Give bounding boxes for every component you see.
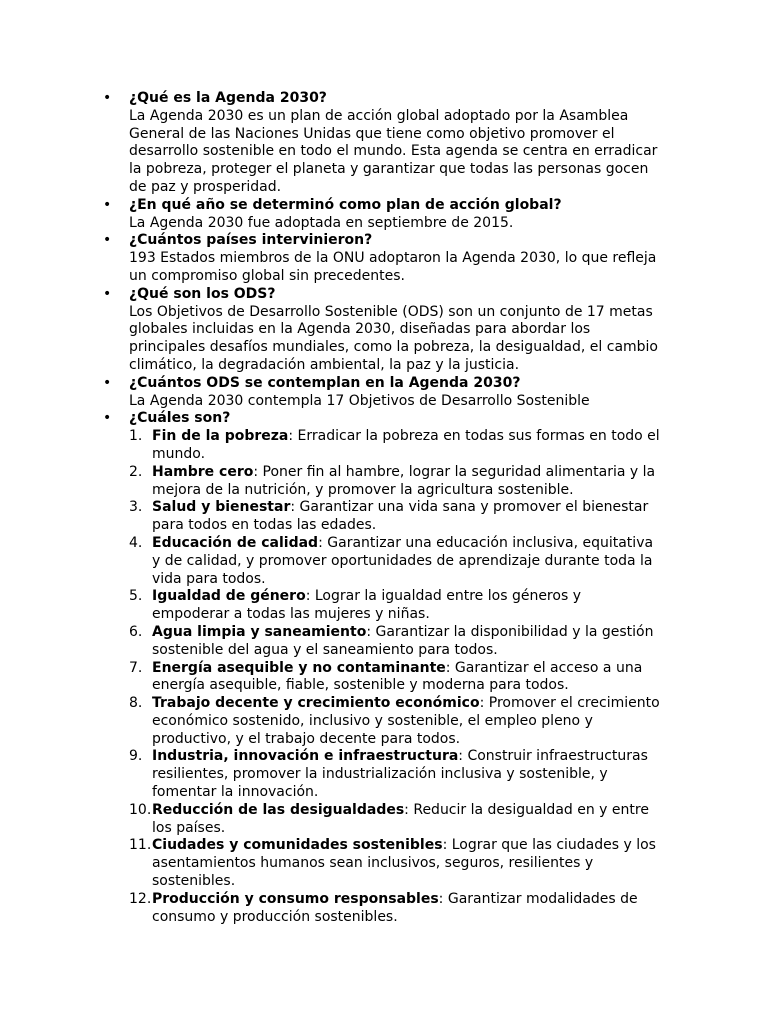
ods-item — [129, 624, 662, 660]
ods-title: Industria, innovación e infraestructura — [152, 748, 459, 765]
ods-description: : Lograr la igualdad entre los géneros y empoderar a todas las mujeres y niñas. — [152, 588, 581, 623]
ods-number: 2. — [129, 463, 143, 480]
ods-title: Educación de calidad — [152, 534, 319, 551]
ods-description: : Garantizar la disponibilidad y la gestión sostenible del agua y el saneamiento para todos. — [152, 623, 654, 658]
ods-description: : Garantizar una vida sana y promover el bienestar para todos en todas las edades. — [152, 499, 649, 534]
ods-title: Hambre cero — [152, 463, 254, 480]
ods-number: 11. — [129, 837, 152, 854]
question-text: ¿Qué es la Agenda 2030? — [129, 90, 327, 106]
ods-item — [129, 891, 662, 927]
ods-number: 8. — [129, 695, 143, 712]
ods-number: 4. — [129, 534, 143, 551]
list-item — [0, 410, 659, 926]
bullet: • — [103, 90, 112, 106]
question-text: ¿Cuáles son? — [129, 410, 231, 427]
ods-number: 3. — [129, 499, 143, 516]
ods-description: : Reducir la desigualdad en y entre los países. — [152, 801, 649, 836]
ods-item — [129, 748, 662, 801]
ods-description: : Poner fin al hambre, lograr la seguridad alimentaria y la mejora de la nutrición, y promover la agricultura sostenible. — [152, 463, 656, 498]
ods-item — [129, 802, 662, 838]
ods-list — [129, 428, 659, 926]
ods-item — [129, 588, 662, 624]
ods-number: 1. — [129, 428, 143, 445]
list-item — [0, 232, 659, 285]
ods-item — [129, 464, 662, 500]
ods-description: : Garantizar el acceso a una energía asequible, fiable, sostenible y moderna para todos. — [152, 659, 643, 694]
ods-description: : Lograr que las ciudades y los asentamientos humanos sean inclusivos, seguros, resilientes y sostenibles. — [152, 837, 656, 890]
ods-title: Salud y bienestar — [152, 499, 291, 516]
ods-item — [129, 695, 662, 748]
answer-text: Los Objetivos de Desarrollo Sostenible (ODS) son un conjunto de 17 metas globales incluidas en la Agenda 2030, diseñadas para abordar los principales desafíos mundiales, como la pobreza, la desigualdad, el cambio climático, la degradación ambiental, la paz y la justicia. — [129, 303, 658, 373]
list-item — [0, 286, 659, 375]
ods-number: 10. — [129, 801, 152, 818]
bullet: • — [103, 374, 112, 391]
list-item — [0, 375, 659, 411]
ods-number: 12. — [129, 890, 152, 907]
ods-title: Producción y consumo responsables — [152, 890, 439, 907]
ods-item — [129, 837, 662, 890]
ods-description: : Garantizar modalidades de consumo y producción sostenibles. — [152, 890, 638, 925]
ods-item — [129, 428, 662, 464]
ods-title: Ciudades y comunidades sostenibles — [152, 837, 443, 854]
ods-number: 9. — [129, 748, 143, 765]
answer-text: La Agenda 2030 fue adoptada en septiembre de 2015. — [129, 214, 514, 231]
ods-number: 6. — [129, 623, 143, 640]
question-text: ¿Qué son los ODS? — [129, 285, 276, 302]
ods-item — [129, 499, 662, 535]
list-item — [0, 90, 659, 197]
ods-number: 7. — [129, 659, 143, 676]
ods-description: : Garantizar una educación inclusiva, equitativa y de calidad, y promover oportunidades de aprendizaje durante toda la vida para todos. — [152, 534, 654, 587]
bullet: • — [103, 232, 112, 249]
bullet: • — [103, 410, 112, 427]
ods-title: Fin de la pobreza — [152, 428, 289, 445]
answer-text: La Agenda 2030 es un plan de acción global adoptado por la Asamblea General de las Naciones Unidas que tiene como objetivo promover el desarrollo sostenible en todo el mundo. Esta agenda se centra en erradicar la pobreza, proteger el planeta y garantizar que todas las personas gocen de paz y prosperidad. — [129, 107, 658, 195]
ods-item — [129, 660, 662, 696]
question-text: ¿Cuántos ODS se contemplan en la Agenda 2030? — [129, 374, 521, 391]
question-text: ¿En qué año se determinó como plan de acción global? — [129, 196, 562, 213]
list-item — [0, 197, 659, 233]
ods-item — [129, 535, 662, 588]
ods-title: Energía asequible y no contaminante — [152, 659, 446, 676]
qa-list — [0, 90, 768, 926]
ods-title: Reducción de las desigualdades — [152, 801, 405, 818]
ods-title: Trabajo decente y crecimiento económico — [152, 695, 480, 712]
answer-text: 193 Estados miembros de la ONU adoptaron la Agenda 2030, lo que refleja un compromiso global sin precedentes. — [129, 250, 657, 284]
ods-number: 5. — [129, 588, 143, 605]
ods-title: Agua limpia y saneamiento — [152, 623, 367, 640]
ods-title: Igualdad de género — [152, 588, 306, 605]
bullet: • — [103, 196, 112, 213]
ods-description: : Promover el crecimiento económico sostenido, inclusivo y sostenible, el empleo pleno y productivo, y el trabajo decente para todos. — [152, 695, 660, 747]
ods-description: : Erradicar la pobreza en todas sus formas en todo el mundo. — [152, 428, 660, 462]
question-text: ¿Cuántos países intervinieron? — [129, 232, 373, 249]
answer-text: La Agenda 2030 contempla 17 Objetivos de Desarrollo Sostenible — [129, 392, 590, 409]
bullet: • — [103, 285, 112, 302]
ods-description: : Construir infraestructuras resilientes, promover la industrialización inclusiva y sostenible, y fomentar la innovación. — [152, 748, 648, 801]
